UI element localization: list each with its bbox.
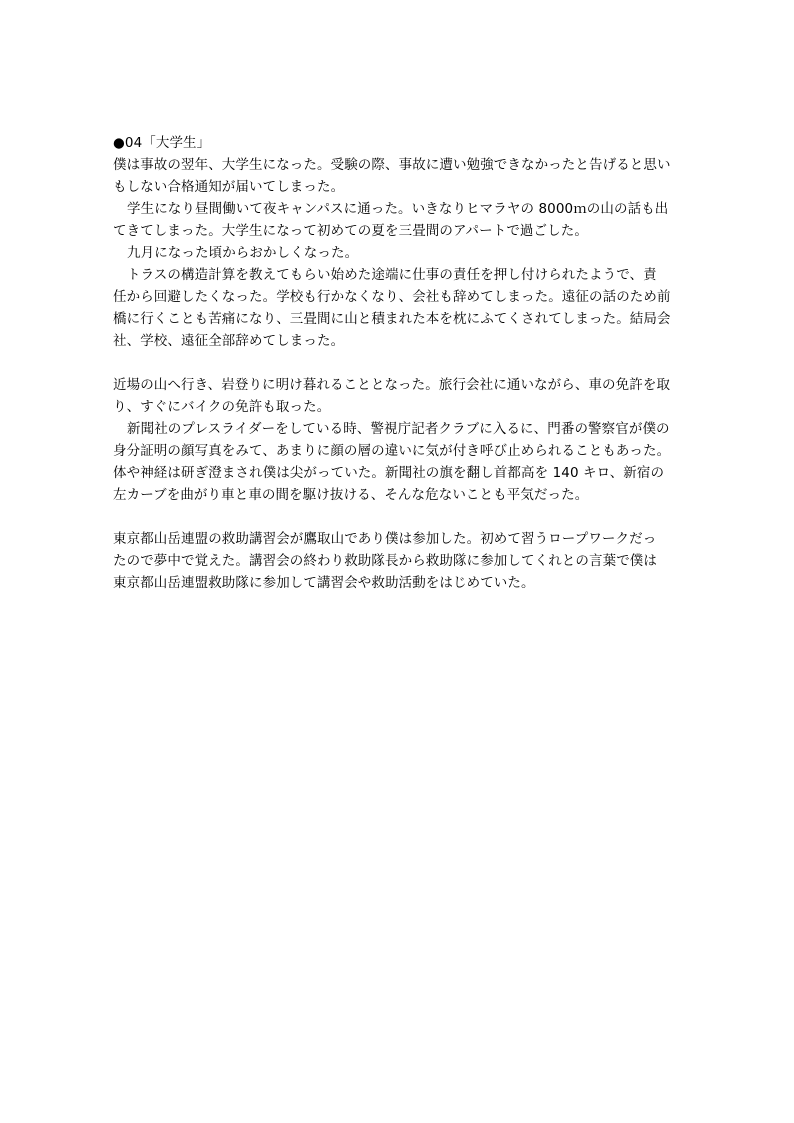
paragraph-spacer <box>113 506 685 528</box>
text-line: 体や神経は研ぎ澄まされ僕は尖がっていた。新聞社の旗を翻し首都高を 140 キロ、新宿の <box>113 465 665 481</box>
text-line: り、すぐにバイクの免許も取った。 <box>113 399 331 415</box>
text-line: 身分証明の顔写真をみて、あまりに顔の層の違いに気が付き呼び止められることもあった。 <box>113 443 671 459</box>
paragraph <box>113 528 685 594</box>
text-line: 橋に行くことも苦痛になり、三畳間に山と積まれた本を枕にふてくされてしまった。結局会 <box>113 311 671 327</box>
text-line: 任から回避したくなった。学校も行かなくなり、会社も辞めてしまった。遠征の話のため前 <box>113 289 671 305</box>
text-line: トラスの構造計算を教えてもらい始めた途端に仕事の責任を押し付けられたようで、責 <box>127 267 657 283</box>
text-line: 僕は事故の翌年、大学生になった。受験の際、事故に遭い勉強できなかったと告げると思い <box>113 157 671 173</box>
text-line: 左カーブを曲がり車と車の間を駆け抜ける、そんな危ないことも平気だった。 <box>113 487 589 503</box>
text-line: 東京都山岳連盟救助隊に参加して講習会や救助活動をはじめていた。 <box>113 575 535 591</box>
body-text <box>113 154 685 594</box>
text-line: 近場の山へ行き、岩登りに明け暮れることとなった。旅行会社に通いながら、車の免許を取 <box>113 377 671 393</box>
section-heading: ●04「大学生」 <box>113 135 211 151</box>
text-line: 学生になり昼間働いて夜キャンパスに通った。いきなりヒマラヤの 8000ｍの山の話も出 <box>127 201 669 217</box>
text-line: てきてしまった。大学生になって初めての夏を三畳間のアパートで過ごした。 <box>113 223 588 239</box>
paragraph <box>113 198 685 242</box>
text-line: 新聞社のプレスライダーをしている時、警視庁記者クラブに入るに、門番の警察官が僕の <box>127 421 670 437</box>
paragraph <box>113 264 685 352</box>
paragraph <box>113 374 685 418</box>
text-line: たので夢中で覚えた。講習会の終わり救助隊長から救助隊に参加してくれとの言葉で僕は <box>113 553 657 569</box>
paragraph-spacer <box>113 352 685 374</box>
text-line: 社、学校、遠征全部辞めてしまった。 <box>113 333 345 349</box>
paragraph <box>113 154 685 198</box>
paragraph <box>113 418 685 506</box>
document-page <box>113 132 685 594</box>
text-line: 九月になった頃からおかしくなった。 <box>127 245 359 261</box>
paragraph <box>113 242 685 264</box>
text-line: もしない合格通知が届いてしまった。 <box>113 179 345 195</box>
text-line: 東京都山岳連盟の救助講習会が鷹取山であり僕は参加した。初めて習うロープワークだっ <box>113 531 657 547</box>
